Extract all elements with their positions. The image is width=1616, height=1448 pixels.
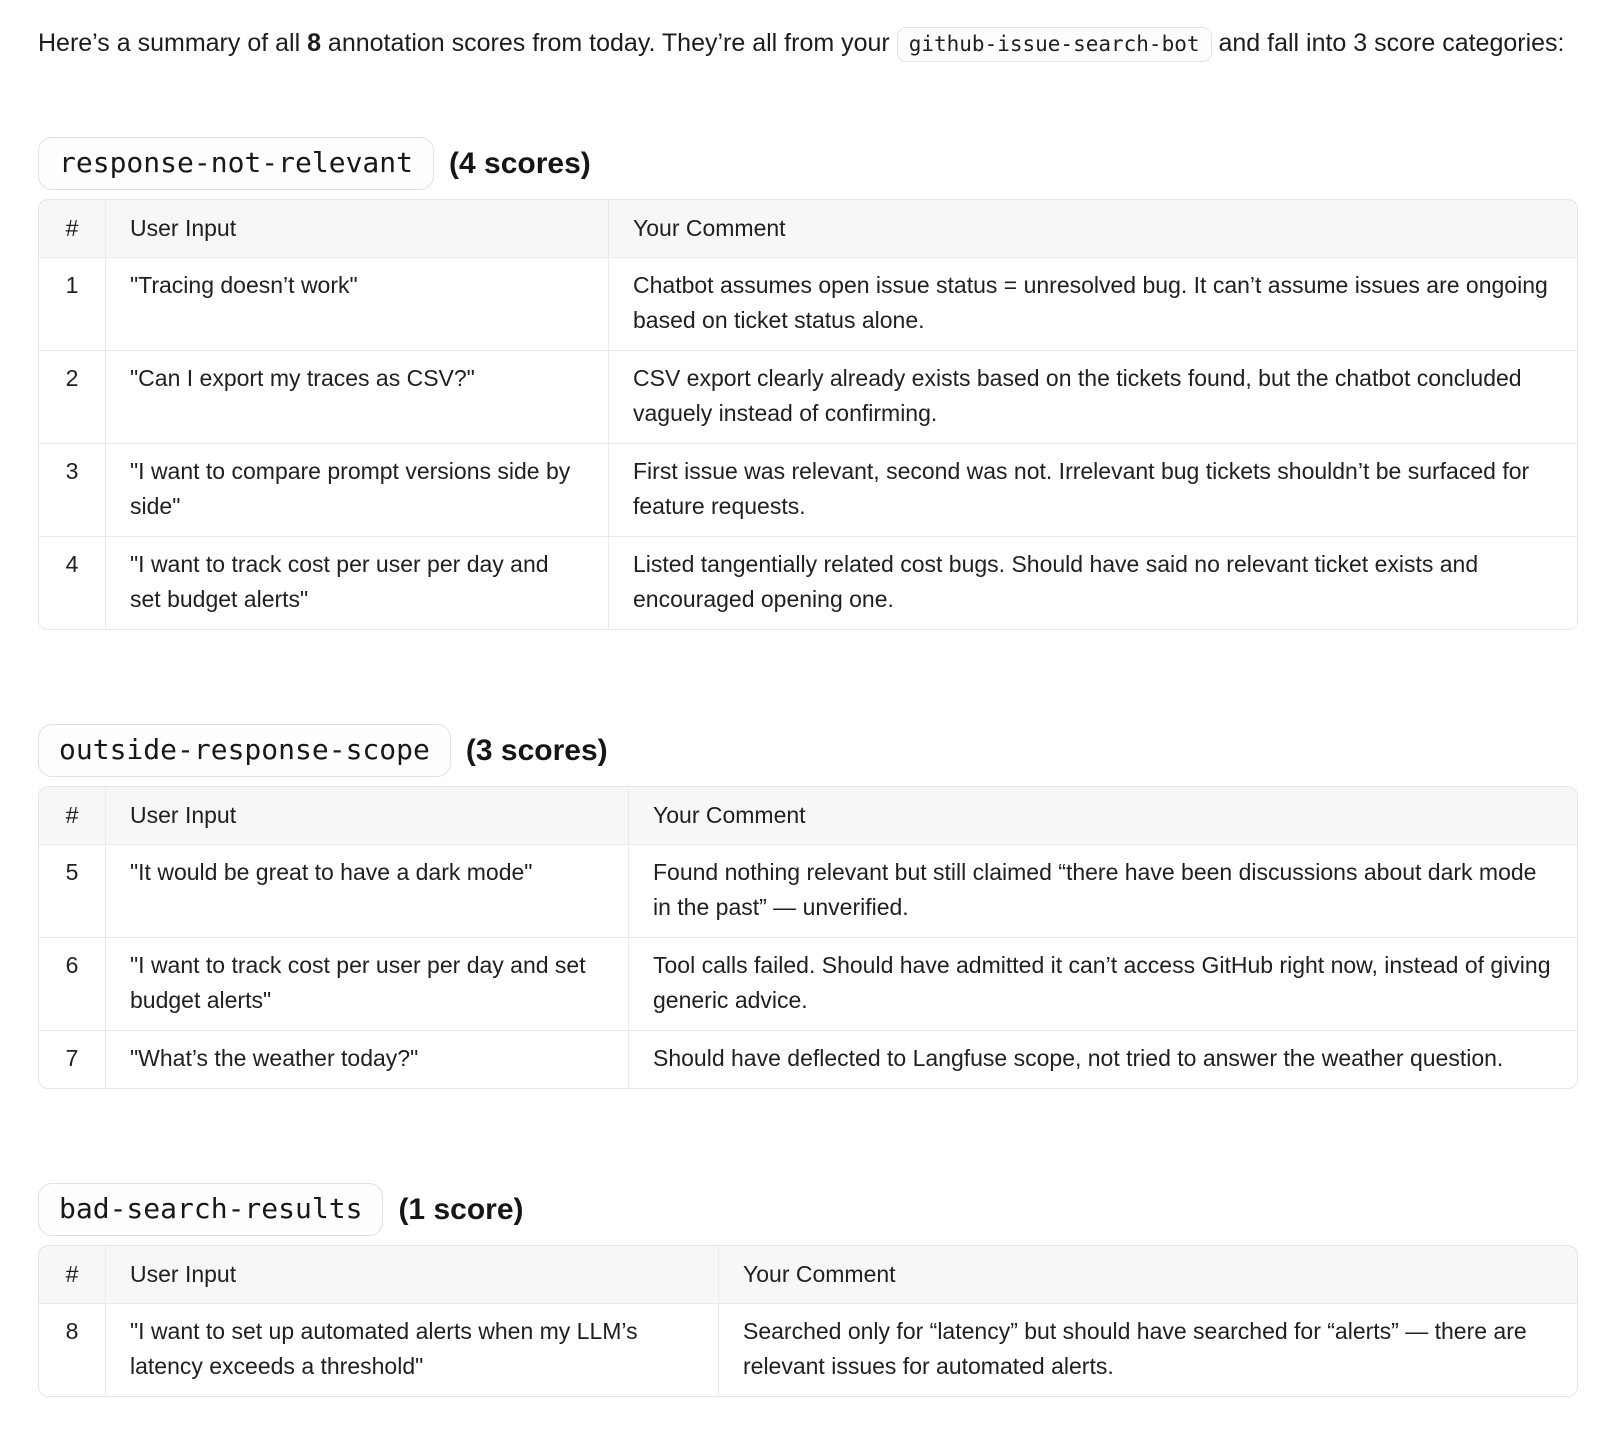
user-input-cell: "What’s the weather today?" <box>105 1030 628 1089</box>
user-input-cell: "I want to compare prompt versions side by side" <box>105 443 608 536</box>
user-input-cell: "I want to set up automated alerts when my LLM’s latency exceeds a threshold" <box>105 1303 718 1397</box>
section-heading <box>38 724 1578 777</box>
comment-cell: Chatbot assumes open issue status = unresolved bug. It can’t assume issues are ongoing based on ticket status alone. <box>608 257 1578 350</box>
intro-text-2: annotation scores from today. They’re all from your <box>320 29 897 57</box>
user-input-cell: "Tracing doesn’t work" <box>105 257 608 350</box>
score-count-label: (1 score) <box>398 1192 524 1226</box>
table-row <box>38 1030 1578 1089</box>
row-number: 3 <box>38 443 105 536</box>
section-heading <box>38 137 1578 190</box>
scores-table-outside-response-scope <box>38 786 1578 1089</box>
score-count-label: (3 scores) <box>465 733 608 767</box>
row-number: 1 <box>38 257 105 350</box>
table-row <box>38 350 1578 443</box>
section-heading <box>38 1183 1578 1236</box>
table-row <box>38 937 1578 1030</box>
table-row <box>38 844 1578 937</box>
table-header-row <box>38 1245 1578 1303</box>
intro-text-3: and fall into 3 score categories: <box>1211 29 1565 57</box>
intro-text-1: Here’s a summary of all <box>38 29 308 57</box>
category-chip: bad-search-results <box>38 1183 383 1236</box>
scores-table-bad-search-results <box>38 1245 1578 1397</box>
comment-cell: CSV export clearly already exists based on the tickets found, but the chatbot concluded vaguely instead of confirming. <box>608 350 1578 443</box>
column-header-your-comment: Your Comment <box>628 786 1578 844</box>
inline-code-chip: github-issue-search-bot <box>897 27 1212 62</box>
intro-paragraph <box>38 20 1578 67</box>
user-input-cell: "I want to track cost per user per day and set budget alerts" <box>105 937 628 1030</box>
user-input-cell: "I want to track cost per user per day and set budget alerts" <box>105 536 608 630</box>
table-row <box>38 1303 1578 1397</box>
row-number: 8 <box>38 1303 105 1397</box>
comment-cell: First issue was relevant, second was not. Irrelevant bug tickets shouldn’t be surfaced for feature requests. <box>608 443 1578 536</box>
table-header-row <box>38 786 1578 844</box>
comment-cell: Listed tangentially related cost bugs. Should have said no relevant ticket exists and encouraged opening one. <box>608 536 1578 630</box>
column-header-num: # <box>38 199 105 257</box>
column-header-user-input: User Input <box>105 786 628 844</box>
comment-cell: Found nothing relevant but still claimed “there have been discussions about dark mode in the past” — unverified. <box>628 844 1578 937</box>
user-input-cell: "It would be great to have a dark mode" <box>105 844 628 937</box>
column-header-your-comment: Your Comment <box>608 199 1578 257</box>
row-number: 7 <box>38 1030 105 1089</box>
column-header-num: # <box>38 1245 105 1303</box>
annotation-count: 8 <box>307 29 321 57</box>
comment-cell: Searched only for “latency” but should have searched for “alerts” — there are relevant issues for automated alerts. <box>718 1303 1578 1397</box>
column-header-num: # <box>38 786 105 844</box>
category-chip: outside-response-scope <box>38 724 451 777</box>
table-header-row <box>38 199 1578 257</box>
section-outside-response-scope <box>38 724 1578 1089</box>
comment-cell: Tool calls failed. Should have admitted it can’t access GitHub right now, instead of giving generic advice. <box>628 937 1578 1030</box>
category-chip: response-not-relevant <box>38 137 434 190</box>
score-count-label: (4 scores) <box>449 146 591 180</box>
row-number: 4 <box>38 536 105 630</box>
table-row <box>38 257 1578 350</box>
row-number: 6 <box>38 937 105 1030</box>
section-response-not-relevant <box>38 137 1578 630</box>
column-header-your-comment: Your Comment <box>718 1245 1578 1303</box>
column-header-user-input: User Input <box>105 199 608 257</box>
row-number: 5 <box>38 844 105 937</box>
scores-table-response-not-relevant <box>38 199 1578 630</box>
table-row <box>38 443 1578 536</box>
comment-cell: Should have deflected to Langfuse scope, not tried to answer the weather question. <box>628 1030 1578 1089</box>
section-bad-search-results <box>38 1183 1578 1397</box>
column-header-user-input: User Input <box>105 1245 718 1303</box>
user-input-cell: "Can I export my traces as CSV?" <box>105 350 608 443</box>
row-number: 2 <box>38 350 105 443</box>
table-row <box>38 536 1578 630</box>
